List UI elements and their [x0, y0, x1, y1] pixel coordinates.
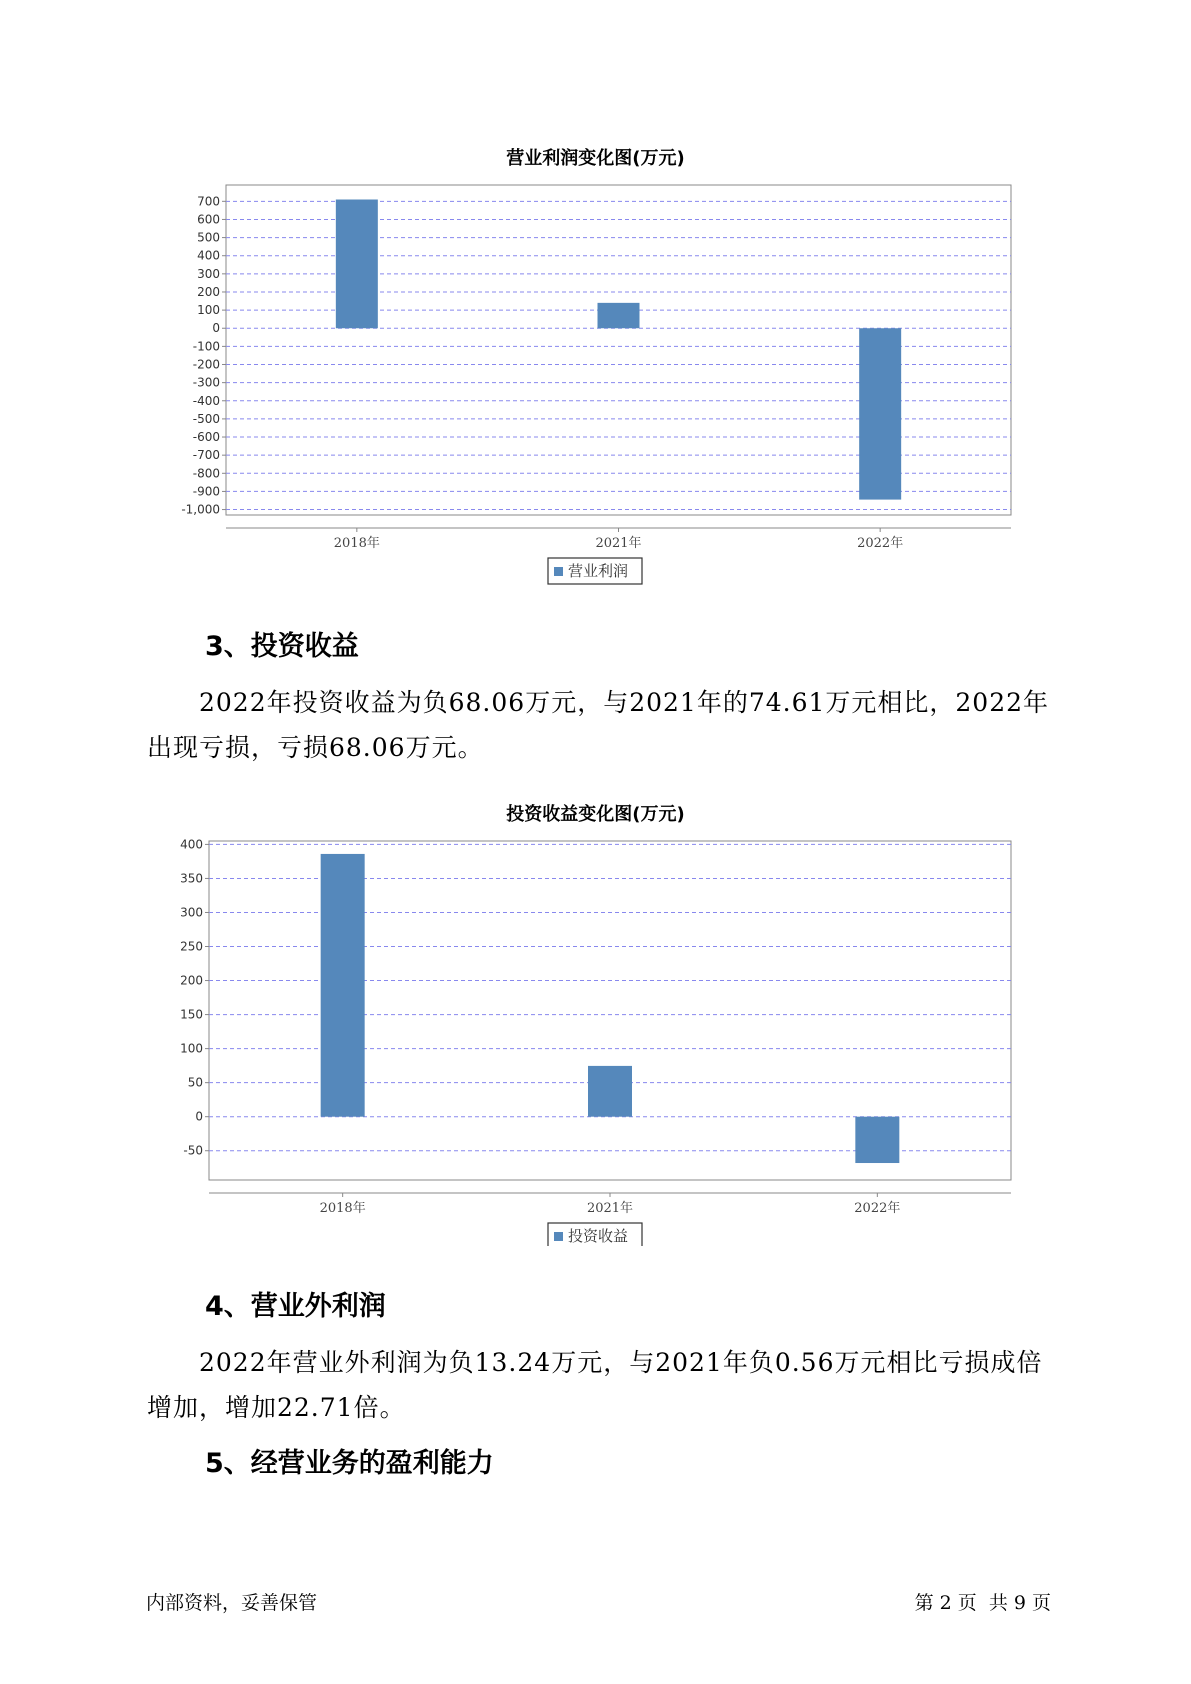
y-tick-label: -1,000: [181, 502, 220, 517]
y-tick-label: -600: [192, 430, 220, 445]
y-tick-label: -900: [192, 484, 220, 499]
x-tick-label: 2021年: [586, 1201, 634, 1216]
y-tick-label: -50: [183, 1143, 203, 1158]
x-tick-label: 2018年: [319, 1201, 366, 1216]
bar-2018年: [321, 854, 365, 1117]
bar-2022年: [859, 328, 901, 499]
y-tick-label: 600: [197, 212, 220, 227]
y-tick-label: 50: [187, 1075, 203, 1090]
section-paragraph-non-operating: 2022年营业外利润为负13.24万元，与2021年负0.56万元相比亏损成倍增加，增加22.71倍。: [147, 1348, 1043, 1422]
y-tick-label: 0: [195, 1109, 203, 1124]
y-tick-label: -700: [192, 448, 220, 463]
y-tick-label: -500: [192, 411, 220, 426]
y-tick-label: -200: [192, 357, 220, 372]
legend-swatch: [554, 1232, 563, 1241]
x-tick-label: 2021年: [595, 536, 642, 551]
section-heading-profitability: 5、经营业务的盈利能力: [205, 1448, 494, 1479]
x-tick-label: 2022年: [857, 536, 904, 551]
y-tick-label: -300: [192, 375, 220, 390]
section-heading-investment: 3、投资收益: [205, 631, 359, 662]
y-tick-label: 200: [197, 284, 220, 299]
section-paragraph-investment: 2022年投资收益为负68.06万元，与2021年的74.61万元相比，2022年出现亏损，亏损68.06万元。: [147, 688, 1050, 762]
y-tick-label: 200: [180, 973, 203, 988]
y-tick-label: 100: [180, 1041, 203, 1056]
y-tick-label: 350: [180, 871, 203, 886]
section-heading-non-operating: 4、营业外利润: [205, 1291, 386, 1322]
legend-label: 营业利润: [568, 562, 629, 580]
investment-income-chart-title: 投资收益变化图(万元): [506, 804, 685, 825]
y-tick-label: 250: [180, 939, 203, 954]
operating-profit-chart: [0, 180, 1191, 590]
bar-2018年: [336, 200, 378, 329]
y-tick-label: 150: [180, 1007, 203, 1022]
legend-swatch: [554, 567, 563, 576]
y-tick-label: 500: [197, 230, 220, 245]
y-tick-label: 700: [197, 194, 220, 209]
footer-page-number: 第 2 页 共 9 页: [914, 1592, 1051, 1614]
y-tick-label: 400: [180, 837, 203, 852]
operating-profit-chart-title: 营业利润变化图(万元): [506, 148, 685, 169]
footer-confidential-note: 内部资料，妥善保管: [146, 1592, 318, 1614]
investment-income-chart: [0, 836, 1191, 1246]
legend-label: 投资收益: [568, 1227, 629, 1245]
y-tick-label: 300: [197, 266, 220, 281]
x-tick-label: 2022年: [854, 1201, 901, 1216]
y-tick-label: -400: [192, 393, 220, 408]
y-tick-label: -800: [192, 466, 220, 481]
x-tick-label: 2018年: [333, 536, 380, 551]
bar-2021年: [588, 1066, 632, 1117]
y-tick-label: 100: [197, 303, 220, 318]
bar-2021年: [598, 303, 640, 328]
bar-2022年: [855, 1117, 899, 1163]
y-tick-label: 400: [197, 248, 220, 263]
y-tick-label: 300: [180, 905, 203, 920]
y-tick-label: -100: [192, 339, 220, 354]
y-tick-label: 0: [212, 321, 220, 336]
